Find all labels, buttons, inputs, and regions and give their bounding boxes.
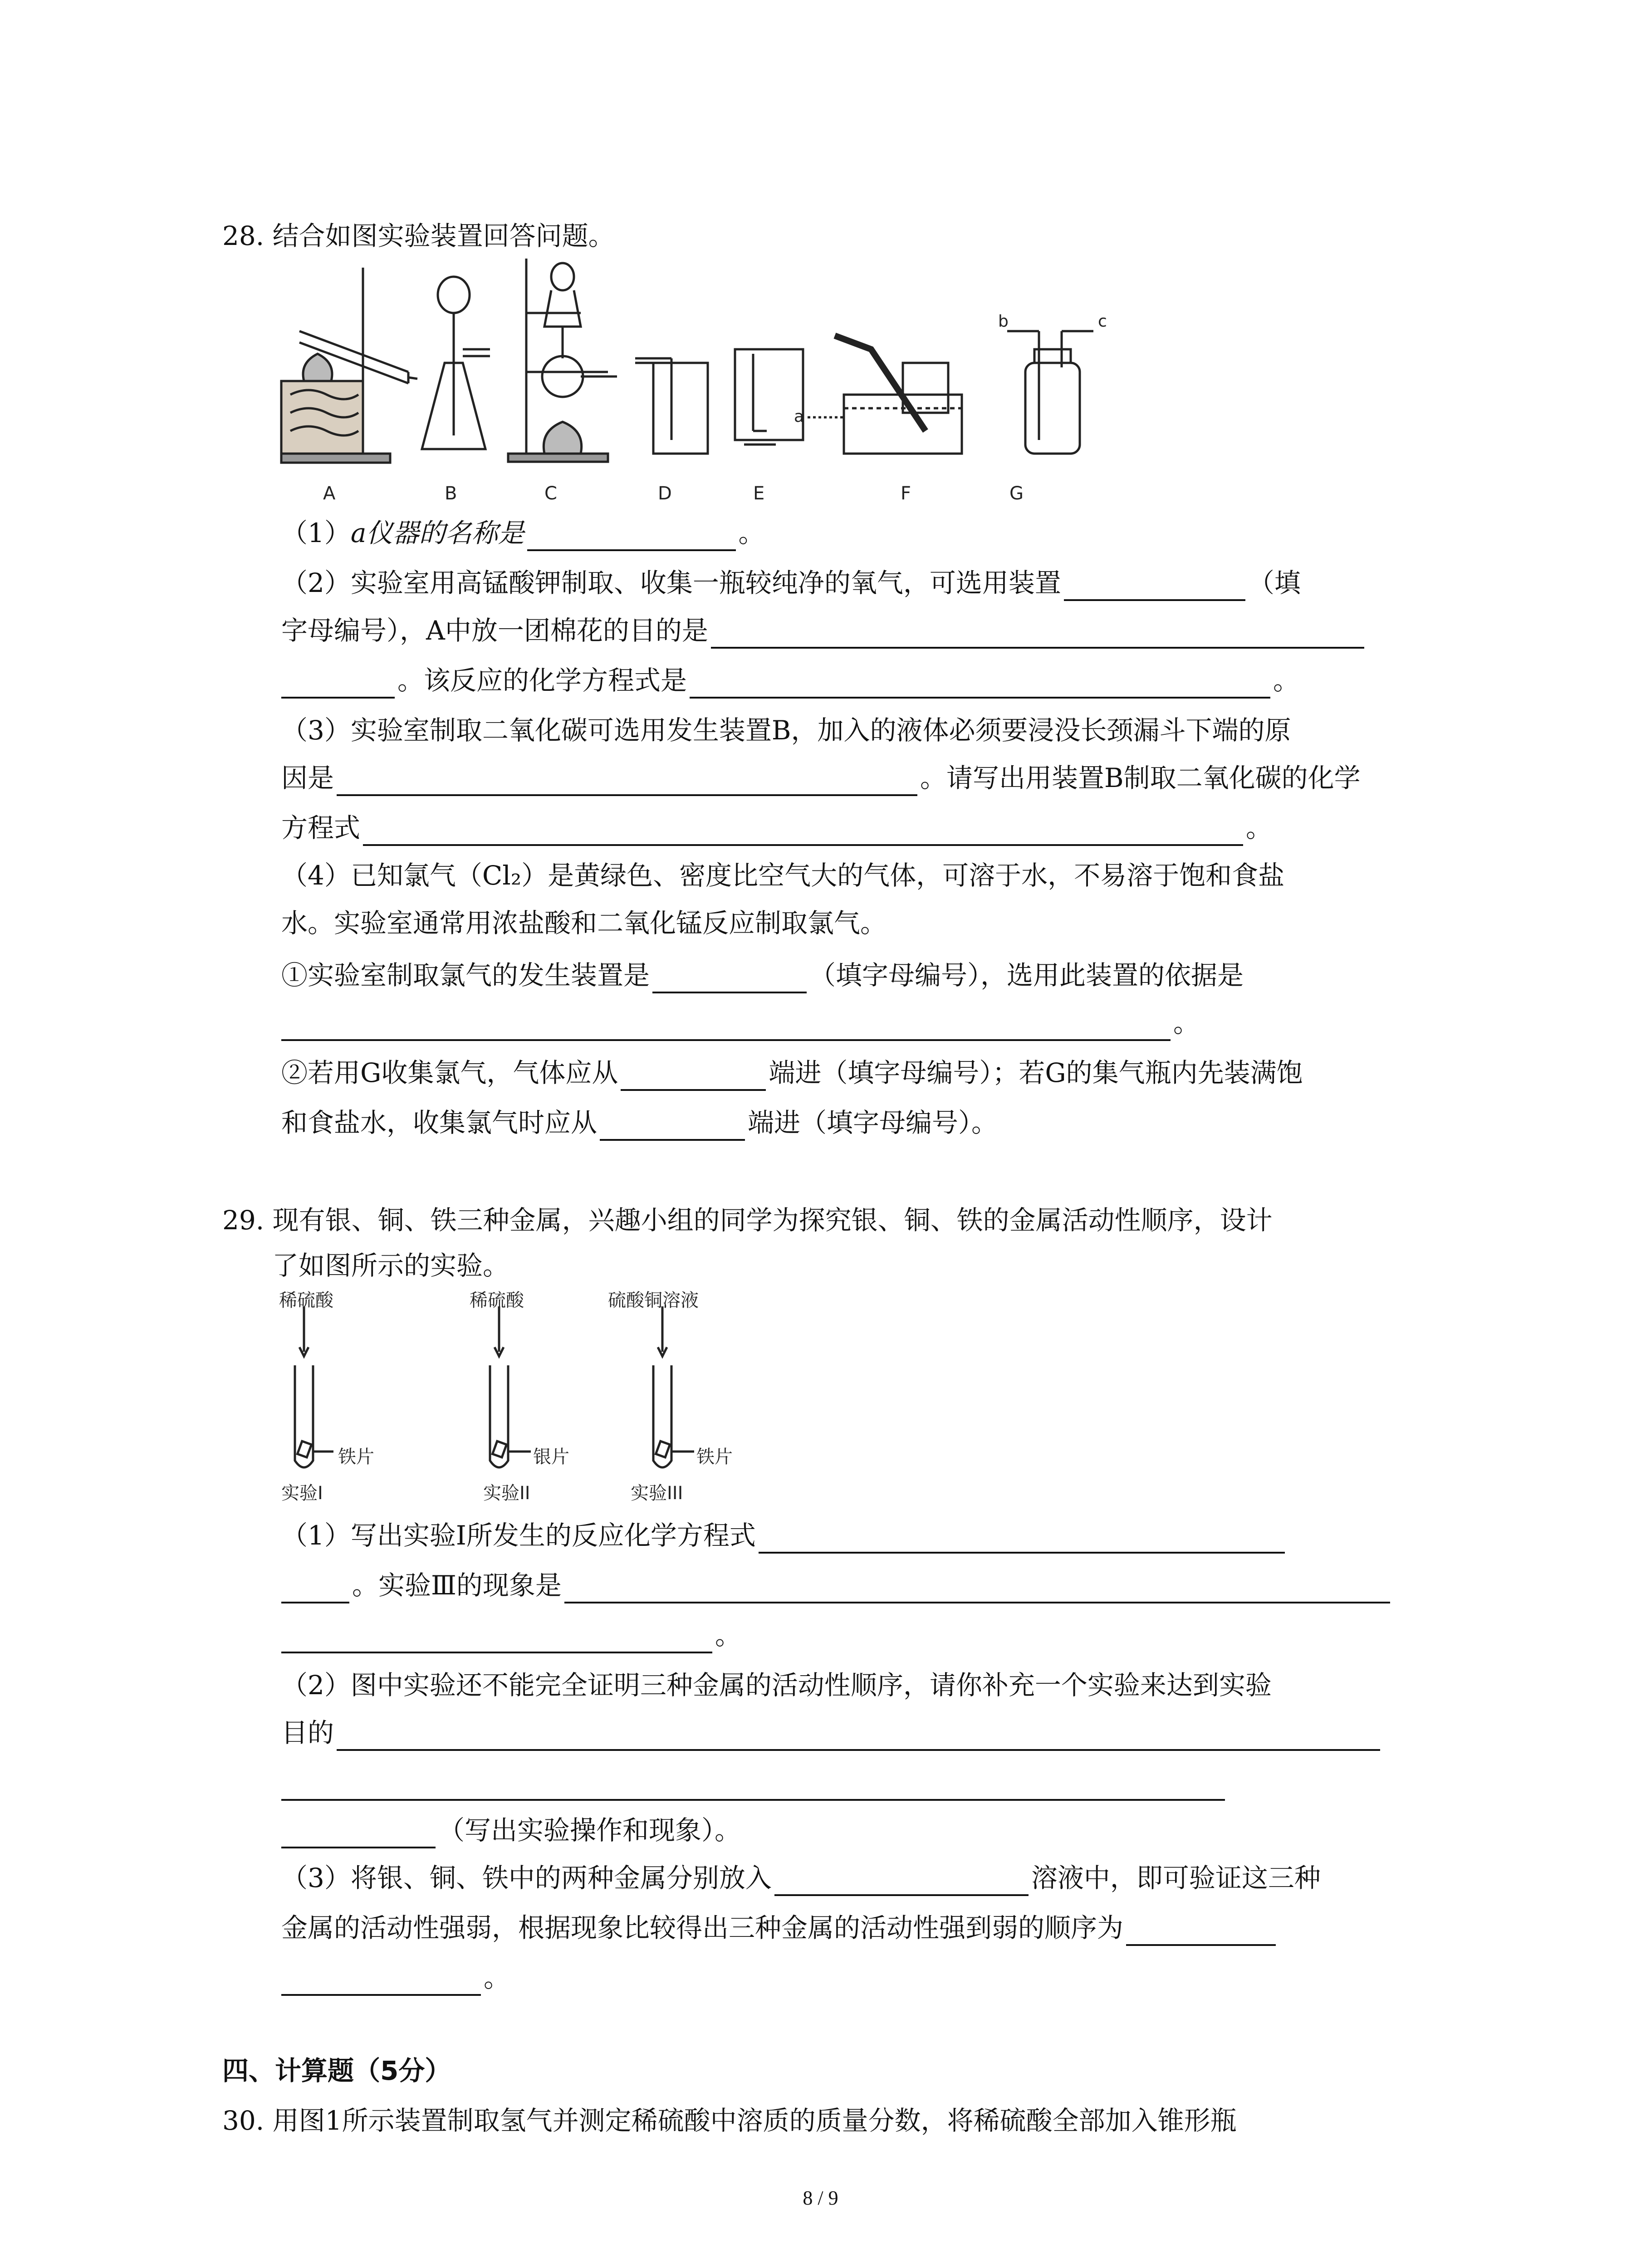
q29-part2-blank3[interactable] bbox=[281, 1819, 436, 1848]
apparatus-label-d: D bbox=[658, 483, 672, 504]
experiment-label-2: 实验II bbox=[483, 1483, 530, 1504]
q28-part4-text3a: ①实验室制取氯气的发生装置是 bbox=[281, 960, 650, 991]
q28-part4-text4-end: 。 bbox=[1173, 1007, 1200, 1038]
q29-part2-line4 bbox=[281, 1812, 741, 1848]
q29-part1-blank4[interactable] bbox=[281, 1624, 712, 1653]
q29-part2-line2 bbox=[281, 1715, 1383, 1751]
q28-part4-blank1[interactable] bbox=[652, 964, 807, 993]
label-a: a bbox=[794, 407, 804, 426]
q29-part1-line3 bbox=[281, 1617, 741, 1653]
q28-part2-line3 bbox=[281, 662, 1299, 699]
apparatus-d-drawing bbox=[635, 358, 708, 454]
metal-label-2: 银片 bbox=[533, 1447, 569, 1467]
q28-part3-line1: （3）实验室制取二氧化碳可选用发生装置B，加入的液体必须要浸没长颈漏斗下端的原 bbox=[281, 715, 1291, 746]
metal-label-3: 铁片 bbox=[696, 1447, 733, 1467]
q29-part3-text1a: （3）将银、铜、铁中的两种金属分别放入 bbox=[281, 1862, 772, 1893]
q28-part4-line6 bbox=[281, 1105, 998, 1141]
apparatus-b-drawing bbox=[422, 277, 490, 449]
q28-part2-text2: 字母编号），A中放一团棉花的目的是 bbox=[281, 615, 708, 646]
q28-part4-line3 bbox=[281, 957, 1244, 993]
apparatus-figure bbox=[272, 259, 1112, 513]
apparatus-label-c: C bbox=[544, 483, 557, 504]
q28-part2-text3-end: 。 bbox=[1273, 665, 1300, 696]
q29-part3-text3-end: 。 bbox=[484, 1962, 510, 1993]
q28-part4-text5b: 端进（填字母编号）；若G的集气瓶内先装满饱 bbox=[769, 1057, 1303, 1088]
q28-stem: 28. 结合如图实验装置回答问题。 bbox=[222, 220, 615, 251]
q29-part2-blank2[interactable] bbox=[281, 1772, 1225, 1801]
q28-part1 bbox=[281, 515, 765, 551]
q29-part2-line3 bbox=[281, 1765, 1228, 1801]
q29-part3-blank1[interactable] bbox=[774, 1867, 1029, 1896]
experiment-label-1: 实验I bbox=[281, 1483, 323, 1504]
apparatus-label-e: E bbox=[753, 483, 765, 504]
reagent-label-2: 稀硫酸 bbox=[470, 1290, 524, 1311]
q28-part2-blank1[interactable] bbox=[1064, 572, 1245, 601]
q28-part4-line1: （4）已知氯气（Cl₂）是黄绿色、密度比空气大的气体，可溶于水，不易溶于饱和食盐 bbox=[281, 860, 1285, 891]
q28-part1-end: 。 bbox=[738, 518, 765, 548]
q29-part3-text1b: 溶液中，即可验证这三种 bbox=[1031, 1862, 1321, 1893]
q28-part3-line3 bbox=[281, 810, 1272, 846]
apparatus-label-f: F bbox=[901, 483, 911, 504]
q28-part3-line2 bbox=[281, 760, 1361, 796]
q29-part1-text2: 。实验Ⅲ的现象是 bbox=[352, 1570, 562, 1601]
q28-part4-blank2[interactable] bbox=[281, 1012, 1171, 1041]
q28-part2-text1: （2）实验室用高锰酸钾制取、收集一瓶较纯净的氧气，可选用装置 bbox=[281, 567, 1061, 598]
apparatus-c-drawing bbox=[508, 259, 617, 462]
q28-part2-text3: 。该反应的化学方程式是 bbox=[397, 665, 687, 696]
q29-part3-text2: 金属的活动性强弱，根据现象比较得出三种金属的活动性强到弱的顺序为 bbox=[281, 1912, 1124, 1943]
q28-part1-text: a仪器的名称是 bbox=[350, 518, 524, 548]
q28-part4-blank3[interactable] bbox=[621, 1062, 766, 1091]
tube-1-drawing bbox=[295, 1306, 333, 1467]
apparatus-label-g: G bbox=[1009, 483, 1024, 504]
q29-part3-line3 bbox=[281, 1960, 510, 1996]
q29-part3-line1 bbox=[281, 1860, 1321, 1896]
q29-part3-blank2[interactable] bbox=[1126, 1917, 1276, 1946]
q29-part3-blank3[interactable] bbox=[281, 1967, 481, 1996]
experiment-label-3: 实验III bbox=[631, 1483, 683, 1504]
section4-heading: 四、计算题（5分） bbox=[222, 2055, 451, 2086]
q29-part1-blank2[interactable] bbox=[281, 1574, 349, 1603]
q28-part3-blank2[interactable] bbox=[363, 817, 1243, 846]
q28-part1-blank[interactable] bbox=[527, 522, 736, 551]
reagent-label-1: 稀硫酸 bbox=[279, 1290, 333, 1311]
q29-stem-line1: 29. 现有银、铜、铁三种金属，兴趣小组的同学为探究银、铜、铁的金属活动性顺序，设计 bbox=[222, 1205, 1273, 1236]
q28-part3-text3a: 方程式 bbox=[281, 812, 361, 843]
q28-part3-text2a: 因是 bbox=[281, 763, 334, 793]
q28-part2-line1 bbox=[281, 565, 1301, 601]
apparatus-e-drawing bbox=[735, 349, 803, 445]
apparatus-label-a: A bbox=[323, 483, 336, 504]
q29-part1-text1: （1）写出实验Ⅰ所发生的反应化学方程式 bbox=[281, 1520, 756, 1551]
q28-part4-blank4[interactable] bbox=[600, 1112, 745, 1141]
tube-2-drawing bbox=[490, 1306, 531, 1467]
q28-part4-text3b: （填字母编号），选用此装置的依据是 bbox=[809, 960, 1244, 991]
apparatus-f-drawing bbox=[808, 336, 962, 454]
tube-3-drawing bbox=[653, 1306, 694, 1467]
q28-part3-text2b: 。请写出用装置B制取二氧化碳的化学 bbox=[920, 763, 1361, 793]
q28-part4-line2: 水。实验室通常用浓盐酸和二氧化锰反应制取氯气。 bbox=[281, 908, 887, 938]
q30-stem: 30. 用图1所示装置制取氢气并测定稀硫酸中溶质的质量分数，将稀硫酸全部加入锥形瓶 bbox=[222, 2105, 1237, 2136]
q29-part2-text2: 目的 bbox=[281, 1717, 334, 1748]
label-c: c bbox=[1098, 312, 1107, 331]
q28-part2-blank2[interactable] bbox=[711, 620, 1364, 649]
q29-part1-line2 bbox=[281, 1567, 1393, 1603]
q28-part4-line5 bbox=[281, 1055, 1303, 1091]
q28-part4-text6a: 和食盐水，收集氯气时应从 bbox=[281, 1107, 598, 1138]
q29-part3-line2 bbox=[281, 1910, 1279, 1946]
q29-part1-blank3[interactable] bbox=[564, 1574, 1390, 1603]
apparatus-g-drawing bbox=[1007, 331, 1093, 454]
q28-part4-text5a: ②若用G收集氯气，气体应从 bbox=[281, 1057, 618, 1088]
page-number: 8 / 9 bbox=[803, 2187, 838, 2209]
test-tubes-figure bbox=[272, 1306, 771, 1497]
metal-label-1: 铁片 bbox=[338, 1447, 374, 1467]
q28-part2-blank3[interactable] bbox=[281, 670, 395, 699]
q29-part2-blank1[interactable] bbox=[337, 1722, 1380, 1751]
q28-part4-text6b: 端进（填字母编号）。 bbox=[748, 1107, 998, 1138]
apparatus-a-drawing bbox=[281, 268, 417, 463]
q28-part4-line4 bbox=[281, 1005, 1200, 1041]
q28-part2-blank4[interactable] bbox=[690, 670, 1270, 699]
q28-part2-text1-end: （填 bbox=[1248, 567, 1301, 598]
q29-part2-text4-end: （写出实验操作和现象）。 bbox=[438, 1815, 741, 1846]
q28-part1-num: （1） bbox=[281, 518, 351, 548]
apparatus-label-b: B bbox=[445, 483, 457, 504]
q28-part2-line2 bbox=[281, 612, 1367, 649]
q29-part1-blank1[interactable] bbox=[759, 1525, 1285, 1554]
q29-part1-line1 bbox=[281, 1517, 1288, 1554]
label-b: b bbox=[998, 312, 1009, 331]
q29-part2-line1: （2）图中实验还不能完全证明三种金属的活动性顺序，请你补充一个实验来达到实验 bbox=[281, 1670, 1272, 1701]
q29-stem-line2: 了如图所示的实验。 bbox=[272, 1250, 509, 1281]
q28-part3-text3-end: 。 bbox=[1246, 812, 1273, 843]
q29-part1-text3-end: 。 bbox=[715, 1620, 742, 1651]
reagent-label-3: 硫酸铜溶液 bbox=[608, 1290, 699, 1311]
q28-part3-blank1[interactable] bbox=[337, 767, 917, 796]
